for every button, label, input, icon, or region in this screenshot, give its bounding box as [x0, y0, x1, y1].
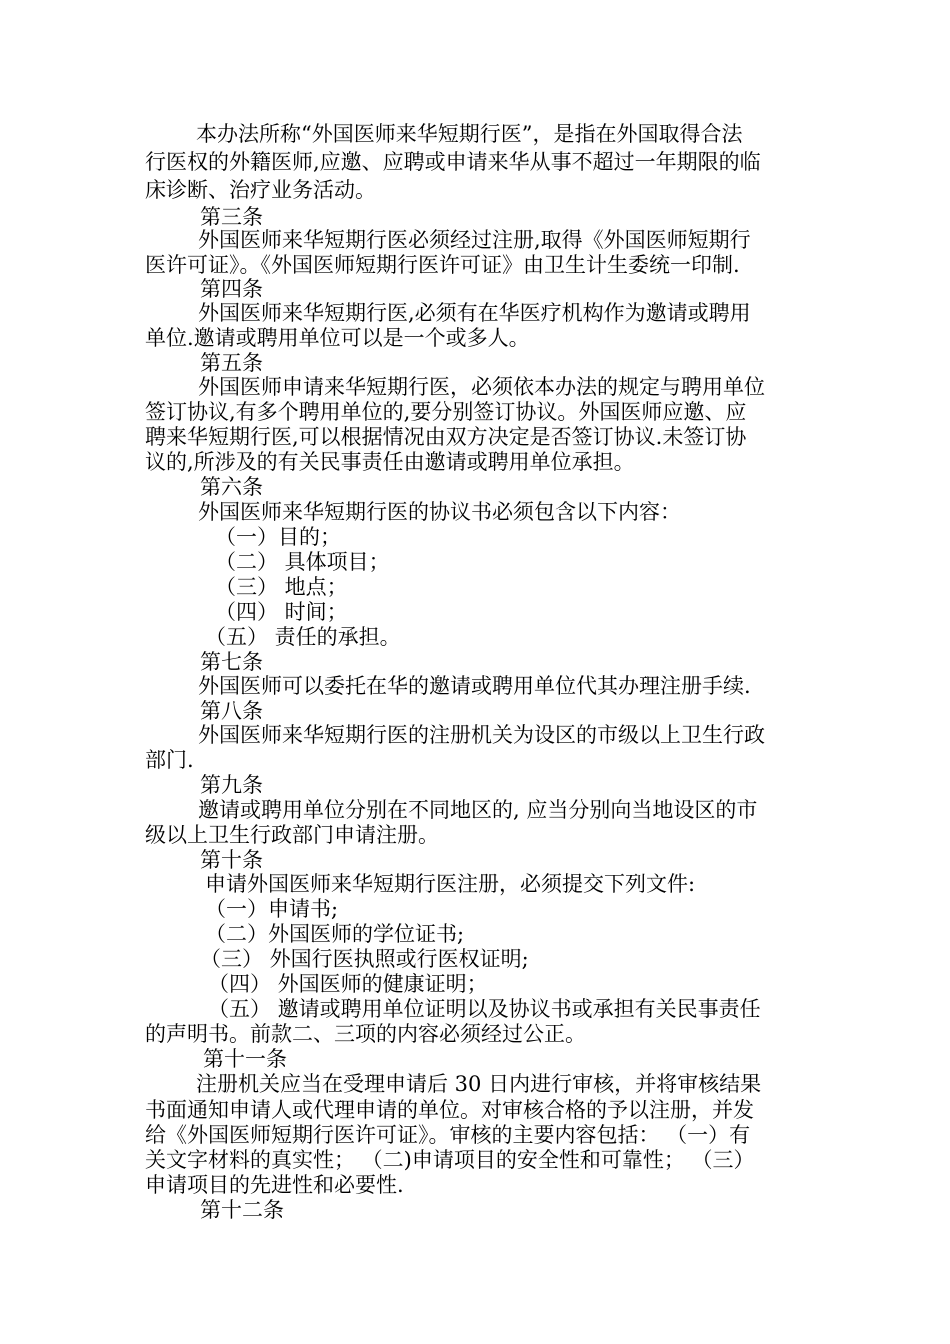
article-heading: 第十条 [200, 848, 263, 872]
article-heading: 第四条 [200, 277, 263, 301]
article-heading: 第三条 [200, 205, 263, 229]
article-heading: 第十一条 [203, 1047, 287, 1071]
text-line: 外国医师申请来华短期行医，必须依本办法的规定与聘用单位 [198, 375, 765, 399]
list-item: （二）外国医师的学位证书; [205, 922, 465, 946]
text-line: 申请外国医师来华短期行医注册，必须提交下列文件: [205, 872, 696, 896]
text-line: 床诊断、治疗业务活动。 [145, 178, 376, 202]
text-line: 行医权的外籍医师,应邀、应聘或申请来华从事不超过一年期限的临 [145, 150, 761, 174]
text-line: 医许可证》。《外国医师短期行医许可证》由卫生计生委统一印制. [145, 253, 740, 277]
list-item: （二） 具体项目； [215, 550, 390, 574]
list-item: （四） 外国医师的健康证明； [208, 972, 488, 996]
text-line: 外国医师来华短期行医,必须有在华医疗机构作为邀请或聘用 [198, 301, 751, 325]
list-item: （五） 邀请或聘用单位证明以及协议书或承担有关民事责任 [208, 997, 761, 1021]
text-line: 外国医师可以委托在华的邀请或聘用单位代其办理注册手续. [198, 674, 751, 698]
text-line: 邀请或聘用单位分别在不同地区的, 应当分别向当地设区的市 [198, 798, 758, 822]
text-line: 外国医师来华短期行医的协议书必须包含以下内容： [198, 500, 681, 524]
list-item: （三） 外国行医执照或行医权证明; [200, 947, 529, 971]
list-item: （一）申请书; [205, 897, 339, 921]
text-line: 签订协议,有多个聘用单位的,要分别签订协议。外国医师应邀、应 [145, 400, 747, 424]
text-line: 本办法所称“外国医师来华短期行医”，是指在外国取得合法 [196, 122, 743, 146]
text-line: 给《外国医师短期行医许可证》。审核的主要内容包括： （一）有 [145, 1123, 751, 1147]
text-line: 书面通知申请人或代理申请的单位。对审核合格的予以注册，并发 [145, 1098, 754, 1122]
text-line: 聘来华短期行医,可以根据情况由双方决定是否签订协议.未签订协 [145, 425, 747, 449]
text-line: 部门. [145, 748, 194, 772]
article-heading: 第七条 [200, 650, 263, 674]
text-line: 的声明书。前款二、三项的内容必须经过公正。 [145, 1022, 586, 1046]
article-heading: 第十二条 [200, 1198, 284, 1222]
text-line: 议的,所涉及的有关民事责任由邀请或聘用单位承担。 [145, 450, 635, 474]
text-line: 单位.邀请或聘用单位可以是一个或多人。 [145, 326, 530, 350]
text-line: 注册机关应当在受理申请后 30 日内进行审核，并将审核结果 [196, 1072, 762, 1096]
text-line: 外国医师来华短期行医必须经过注册,取得《外国医师短期行 [198, 228, 751, 252]
text-line: 级以上卫生行政部门申请注册。 [145, 823, 439, 847]
list-item: （一）目的； [215, 525, 341, 549]
list-item: （三） 地点； [215, 575, 348, 599]
list-item: （四） 时间； [215, 600, 348, 624]
text-line: 关文字材料的真实性； （二)申请项目的安全性和可靠性； （三） [145, 1148, 755, 1172]
article-heading: 第九条 [200, 773, 263, 797]
article-heading: 第八条 [200, 699, 263, 723]
text-line: 外国医师来华短期行医的注册机关为设区的市级以上卫生行政 [198, 723, 765, 747]
list-item: （五） 责任的承担。 [205, 625, 401, 649]
article-heading: 第六条 [200, 475, 263, 499]
article-heading: 第五条 [200, 351, 263, 375]
text-line: 申请项目的先进性和必要性. [145, 1173, 404, 1197]
